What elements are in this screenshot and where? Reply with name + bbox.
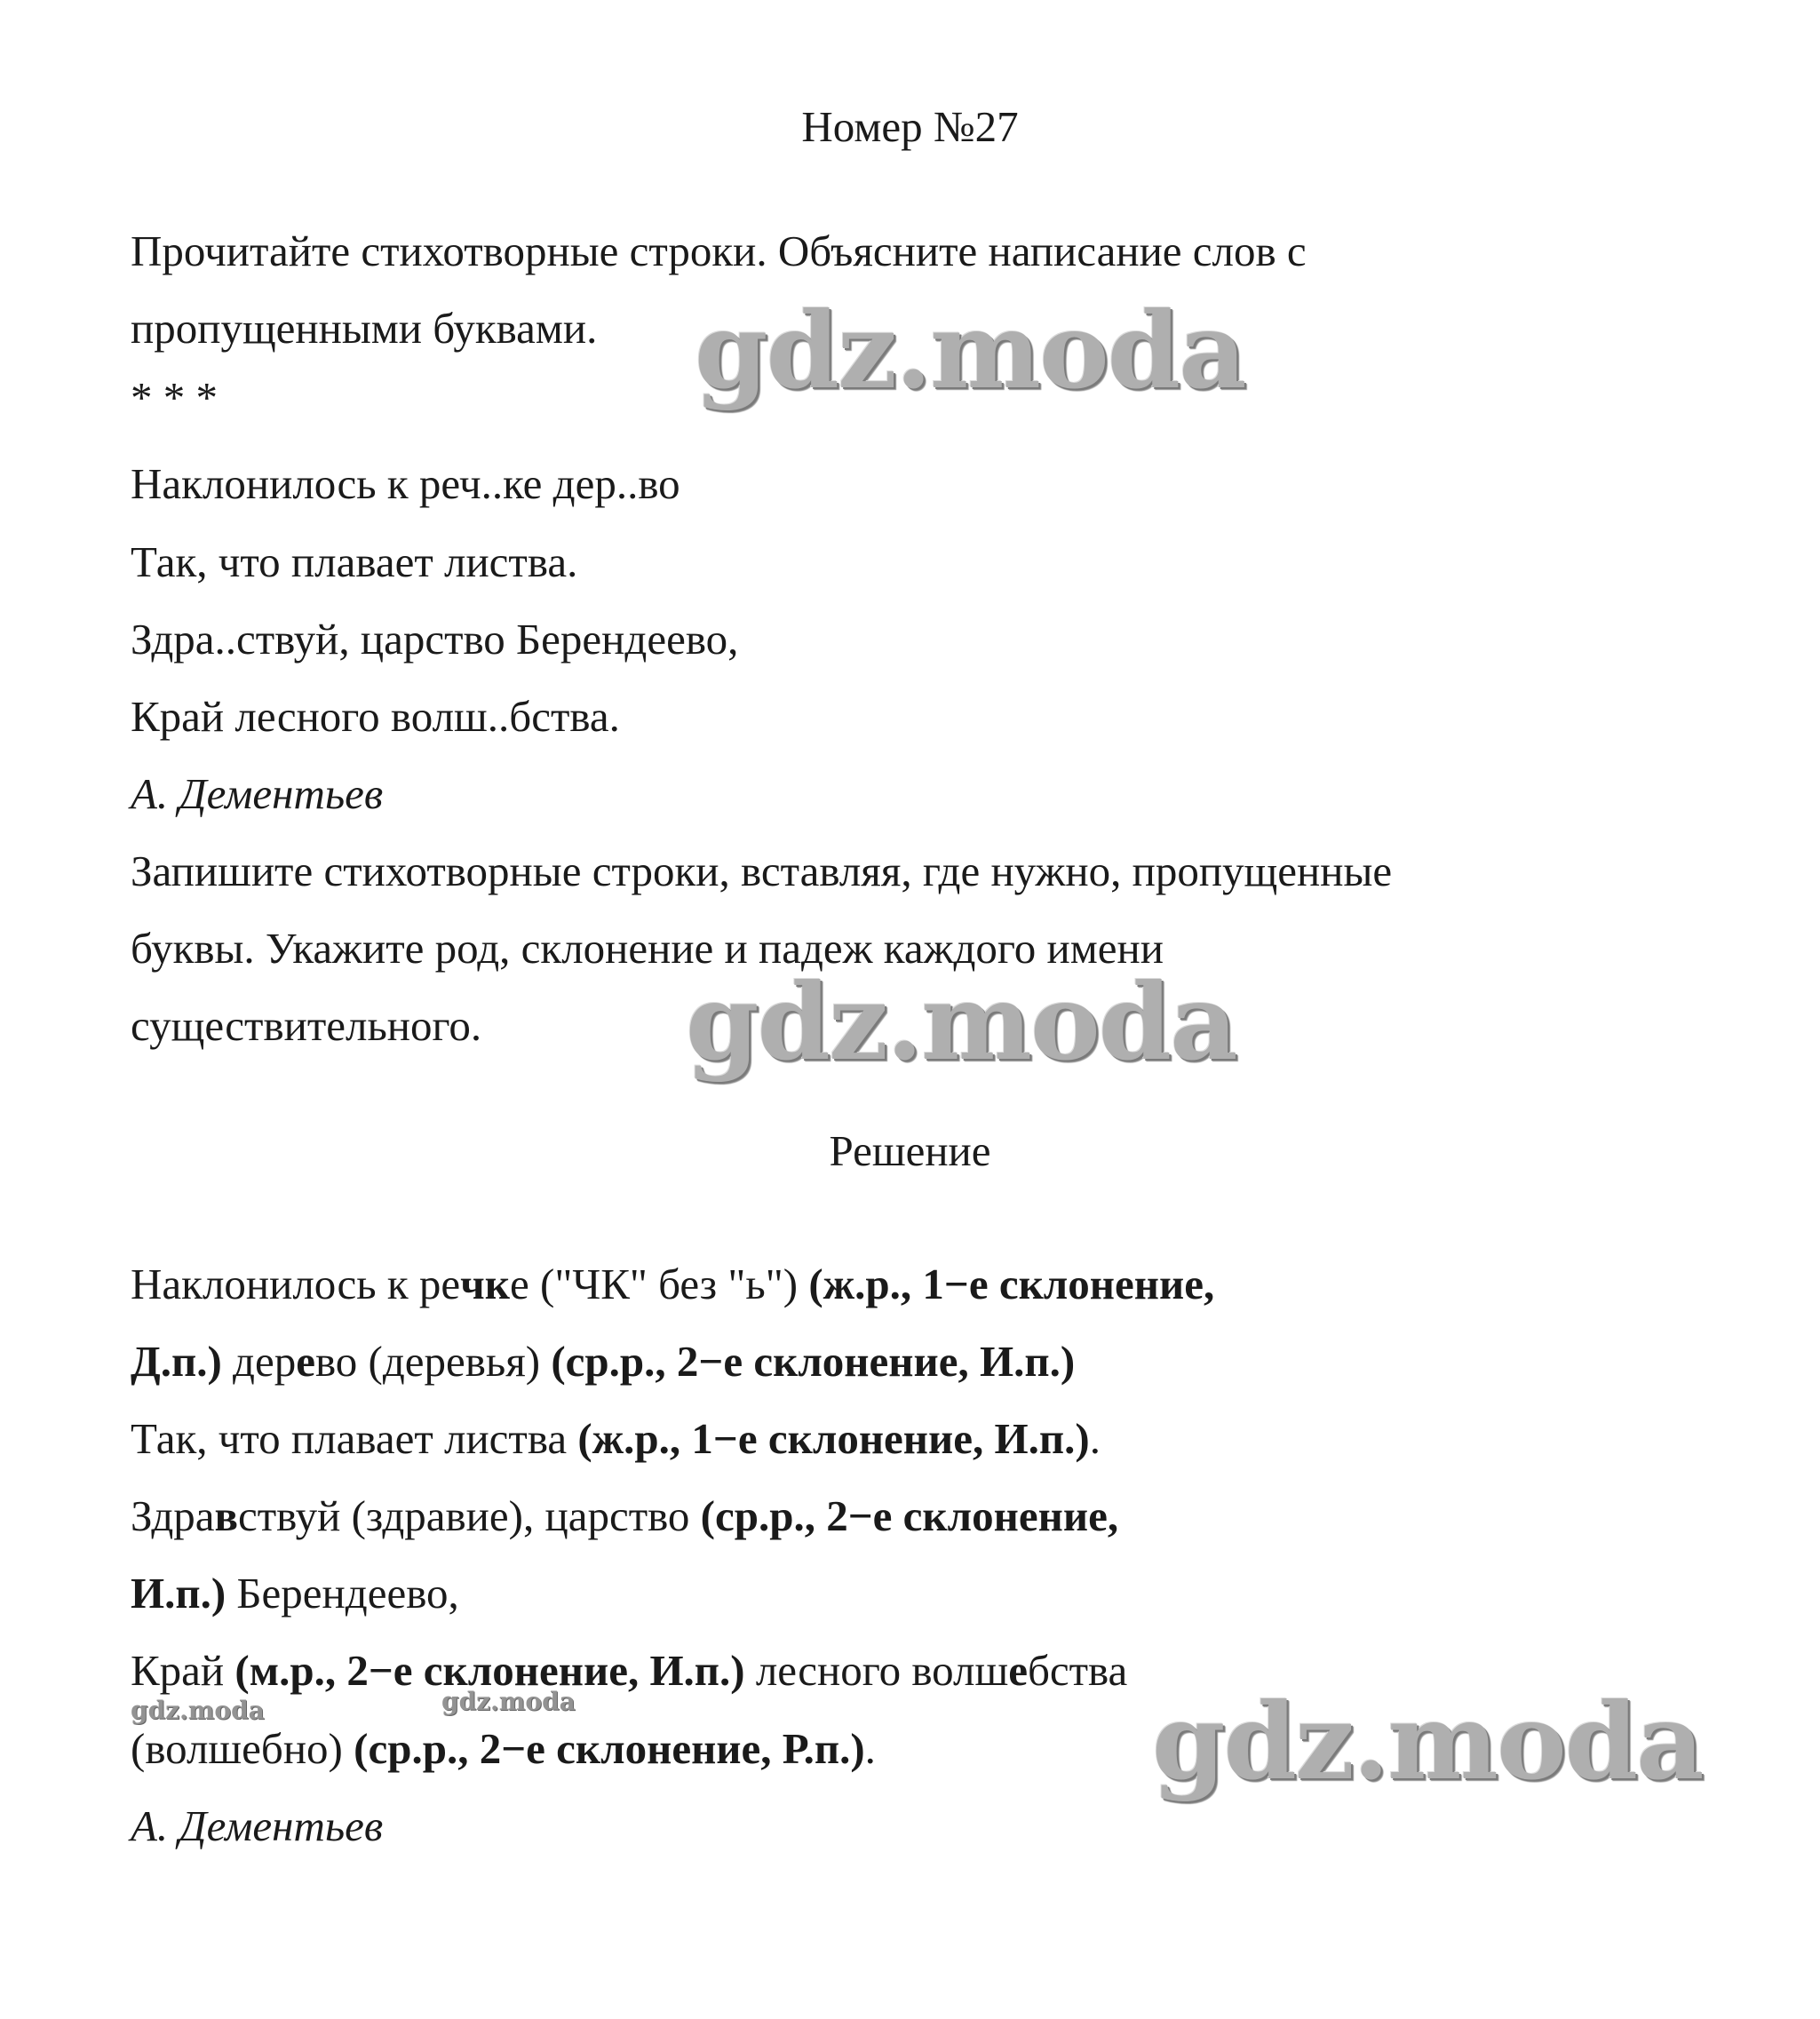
solution-heading: Решение [829, 1126, 991, 1175]
solution-line-1-text: е ("ЧК" без "ь") [510, 1260, 809, 1308]
grammar-note: (ср.р., 2−е склонение, И.п.) [551, 1337, 1076, 1386]
solution-line-3 [131, 1412, 1101, 1466]
watermark-small: gdz.moda [131, 1696, 265, 1725]
solution-line-2 [131, 1335, 1075, 1388]
page-title: Номер №27 [801, 102, 1019, 151]
solution-line-2-text: дер [221, 1337, 297, 1386]
watermark-small: gdz.moda [441, 1687, 576, 1716]
solution-line-5 [131, 1567, 459, 1620]
grammar-note: (ср.р., 2−е склонение, Р.п.) [354, 1724, 865, 1773]
poem-line-3: Здра..ствуй, царство Берендеево, [131, 615, 739, 664]
task-instruction-line-2: пропущенными буквами. [131, 304, 598, 353]
solution-line-5-text: Берендеево, [226, 1569, 459, 1618]
solution-line-4-text: Здра [131, 1491, 215, 1540]
grammar-note: (м.р., 2−е склонение, И.п.) [234, 1646, 745, 1695]
solution-line-7-text: . [864, 1724, 876, 1773]
grammar-note: (ж.р., 1−е склонение, [808, 1260, 1215, 1308]
watermark-logo: gdz.moda [1152, 1680, 1703, 1803]
grammar-note: И.п.) [131, 1569, 227, 1618]
highlighted-letters: е [296, 1337, 315, 1386]
solution-line-6-text: бства [1027, 1646, 1128, 1695]
poem-line-2: Так, что плавает листва. [131, 537, 578, 586]
solution-line-7 [131, 1722, 876, 1776]
solution-line-6-text: лесного волш [744, 1646, 1009, 1695]
solution-line-7-text: (волшебно) [131, 1724, 354, 1773]
watermark-logo: gdz.moda [686, 960, 1236, 1084]
watermark-logo: gdz.moda [695, 289, 1245, 412]
task2-instruction-line-2: буквы. Укажите род, склонение и падеж каждого имени [131, 924, 1164, 973]
task-instruction-line-1: Прочитайте стихотворные строки. Объясните написание слов с [131, 227, 1307, 275]
grammar-note: (ж.р., 1−е склонение, И.п.) [577, 1414, 1090, 1463]
solution-line-4-text: ствуй (здравие), царство [237, 1491, 701, 1540]
solution-line-1-text: Наклонилось к ре [131, 1260, 461, 1308]
poem-line-1: Наклонилось к реч..ке дер..во [131, 459, 680, 508]
highlighted-letters: чк [460, 1260, 511, 1308]
solution-line-1 [131, 1258, 1214, 1311]
poem-line-4: Край лесного волш..бства. [131, 692, 620, 741]
solution-line-2-text: во (деревья) [314, 1337, 552, 1386]
solution-line-4 [131, 1490, 1118, 1543]
grammar-note: (ср.р., 2−е склонение, [700, 1491, 1119, 1540]
task2-instruction-line-3: существительного. [131, 1001, 482, 1050]
solution-line-6-text: Край [131, 1646, 235, 1695]
solution-line-3-text: Так, что плавает листва [131, 1414, 578, 1463]
highlighted-letters: е [1008, 1646, 1028, 1695]
solution-line-6 [131, 1644, 1127, 1697]
grammar-note: Д.п.) [131, 1337, 222, 1386]
solution-line-3-text: . [1089, 1414, 1101, 1463]
stars-separator: * * * [131, 373, 218, 422]
highlighted-letters: в [214, 1491, 238, 1540]
task2-instruction-line-1: Запишите стихотворные строки, вставляя, где нужно, пропущенные [131, 847, 1393, 895]
poem-author: А. Дементьев [131, 769, 384, 818]
solution-author: А. Дементьев [131, 1801, 384, 1850]
